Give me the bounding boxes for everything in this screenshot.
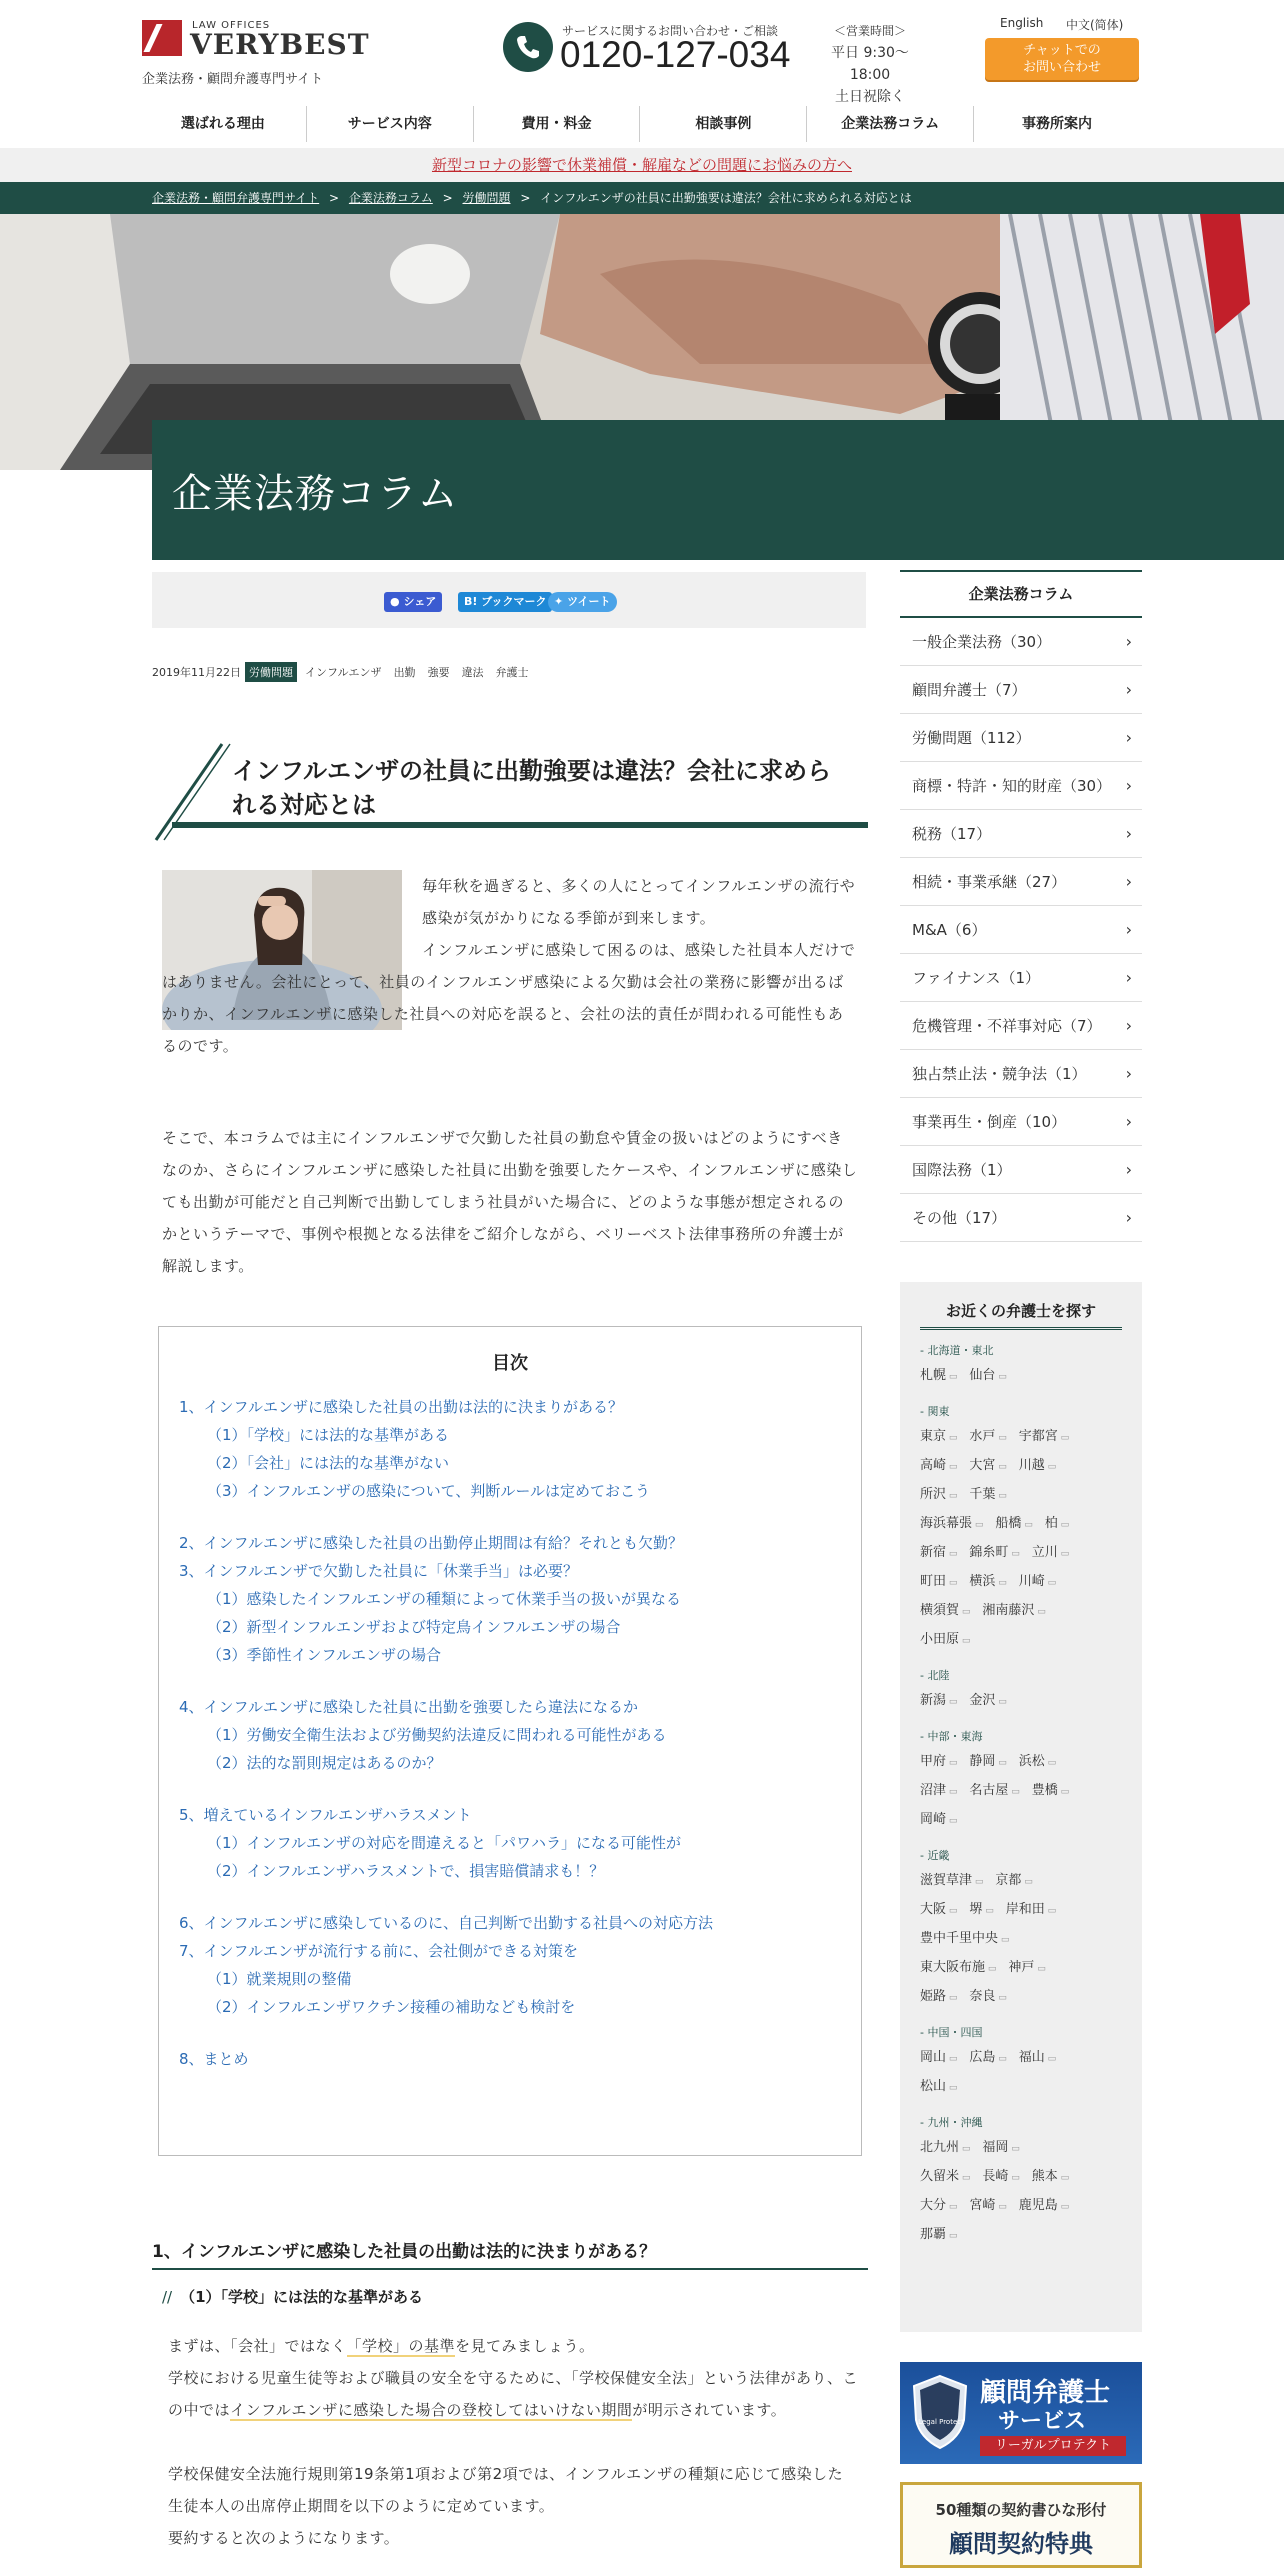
sidebar-category-item[interactable]: M&A（6） › — [900, 906, 1142, 954]
tag-link[interactable]: 労働問題 — [245, 662, 297, 682]
city-link[interactable]: 横須賀 ▭ — [920, 1603, 970, 1618]
breadcrumb-column[interactable]: 企業法務コラム — [348, 191, 433, 205]
sidebar-category-item[interactable]: 労働問題（112） › — [900, 714, 1142, 762]
toc-item[interactable]: （1）感染したインフルエンザの種類によって休業手当の扱いが異なる — [207, 1590, 681, 1608]
toc-list — [179, 1393, 841, 2073]
banner-badge: Legal Protect — [918, 2418, 964, 2426]
city-link[interactable]: 仙台 ▭ — [969, 1368, 1006, 1383]
toc-gap — [179, 2021, 841, 2045]
city-link[interactable]: 名古屋 ▭ — [969, 1783, 1019, 1798]
city-link[interactable]: 鹿児島 ▭ — [1019, 2198, 1069, 2213]
city-link[interactable]: 湘南藤沢 ▭ — [982, 1603, 1045, 1618]
region-heading: - 関東 — [920, 1405, 950, 1418]
title-underline — [172, 822, 868, 828]
chat-label-1: チャットでの — [1023, 43, 1101, 58]
city-row — [920, 1748, 1122, 1777]
city-link[interactable]: 横浜 ▭ — [969, 1574, 1006, 1589]
toc-item[interactable]: （1）インフルエンザの対応を間違えると「パワハラ」になる可能性が — [207, 1834, 681, 1852]
toc-item[interactable]: 5、増えているインフルエンザハラスメント — [179, 1806, 472, 1824]
city-link[interactable]: 千葉 ▭ — [969, 1487, 1006, 1502]
city-link[interactable]: 福岡 ▭ — [982, 2140, 1019, 2155]
chat-contact-button[interactable] — [985, 38, 1139, 80]
hours-closed: 土日祝除く — [835, 89, 905, 105]
city-link[interactable]: 船橋 ▭ — [995, 1516, 1032, 1531]
city-link[interactable]: 錦糸町 ▭ — [969, 1545, 1019, 1560]
toc-item[interactable]: 4、インフルエンザに感染した社員に出勤を強要したら違法になるか — [179, 1698, 638, 1716]
tag-link[interactable]: 出勤 — [393, 666, 416, 679]
toc-item[interactable]: （3）季節性インフルエンザの場合 — [207, 1646, 441, 1664]
toc-item[interactable]: （2）法的な罰則規定はあるのか？ — [207, 1754, 442, 1772]
text-run: が明示されています。 — [632, 2401, 787, 2419]
city-link[interactable]: 沼津 ▭ — [920, 1783, 957, 1798]
toc-item[interactable]: （1）「学校」には法的な基準がある — [207, 1426, 450, 1444]
covid-notice-link[interactable]: 新型コロナの影響で休業補償・解雇などの問題にお悩みの方へ — [431, 156, 852, 174]
city-row — [920, 1481, 1122, 1510]
region-heading: - 近畿 — [920, 1849, 950, 1862]
banner2-line-1: 50種類の契約書ひな形付 — [935, 2501, 1107, 2519]
breadcrumb-home[interactable]: 企業法務・顧問弁護専門サイト — [152, 191, 320, 205]
tag-link[interactable]: 強要 — [427, 666, 450, 679]
city-row — [920, 1510, 1122, 1539]
text-run: まずは、「会社」ではなく — [168, 2337, 347, 2355]
region-heading: - 北海道・東北 — [920, 1344, 994, 1357]
phone-number[interactable]: 0120-127-034 — [560, 34, 791, 75]
table-of-contents — [158, 1326, 862, 2156]
city-link[interactable]: 福山 ▭ — [1019, 2050, 1056, 2065]
nav-item-about[interactable]: 事務所案内 — [1022, 116, 1093, 132]
intro-text-1: 毎年秋を過ぎると、多くの人にとってインフルエンザの流行や感染が気がかりになる季節が到来します。 — [422, 877, 856, 927]
region-heading: - 中国・四国 — [920, 2026, 983, 2039]
toc-item[interactable]: （2）新型インフルエンザおよび特定鳥インフルエンザの場合 — [207, 1618, 621, 1636]
city-row — [920, 2221, 1122, 2250]
nav-item-fees[interactable]: 費用・料金 — [474, 106, 641, 142]
highlight-text: インフルエンザに感染した場合の登校してはいけない期間 — [230, 2401, 633, 2419]
section-para-1 — [168, 2330, 858, 2362]
sidebar-category-item[interactable]: 顧問弁護士（7） › — [900, 666, 1142, 714]
region-heading: - 九州・沖縄 — [920, 2116, 983, 2129]
tag-link[interactable]: 違法 — [461, 666, 484, 679]
toc-item[interactable]: （2）インフルエンザハラスメントで、損害賠償請求も！？ — [207, 1862, 605, 1880]
toc-item[interactable]: 6、インフルエンザに感染しているのに、自己判断で出勤する社員への対応方法 — [179, 1914, 713, 1932]
contract-template-banner[interactable] — [900, 2482, 1142, 2568]
toc-gap — [179, 1669, 841, 1693]
city-link[interactable]: 姫路 ▭ — [920, 1989, 957, 2004]
subsection-slash-icon: // — [162, 2288, 173, 2306]
toc-item[interactable]: 3、インフルエンザで欠勤した社員に「休業手当」は必要？ — [179, 1562, 578, 1580]
text-run: を見てみましょう。 — [455, 2337, 595, 2355]
city-row — [920, 1925, 1122, 1954]
nav-item-column[interactable]: 企業法務コラム — [807, 106, 974, 142]
logo-mark-icon — [142, 20, 182, 56]
breadcrumb — [0, 182, 1284, 214]
intro-text-2 — [162, 941, 855, 1055]
breadcrumb-category[interactable]: 労働問題 — [462, 191, 511, 205]
breadcrumb-current: インフルエンザの社員に出勤強要は違法？会社に求められる対応とは — [540, 191, 912, 205]
city-row — [920, 1777, 1122, 1806]
city-row — [920, 1362, 1122, 1391]
city-link[interactable]: 所沢 ▭ — [920, 1487, 957, 1502]
share-bar — [152, 572, 866, 628]
city-row — [920, 1896, 1122, 1925]
city-link[interactable]: 町田 ▭ — [920, 1574, 957, 1589]
city-link[interactable]: 甲府 ▭ — [920, 1754, 957, 1769]
toc-item[interactable]: 2、インフルエンザに感染した社員の出勤停止期間は有給？それとも欠勤？ — [179, 1534, 683, 1552]
sidebar-category-item[interactable]: 危機管理・不祥事対応（7） › — [900, 1002, 1142, 1050]
article-meta — [152, 662, 533, 682]
toc-title: 目次 — [492, 1353, 528, 1374]
city-row — [920, 2163, 1122, 2192]
toc-gap — [179, 1505, 841, 1529]
toc-item[interactable]: （2）インフルエンザワクチン接種の補助なども検討を — [207, 1998, 576, 2016]
city-link[interactable]: 北九州 ▭ — [920, 2140, 970, 2155]
highlight-text: 「学校」の基準 — [346, 2337, 456, 2355]
city-link[interactable]: 那覇 ▭ — [920, 2227, 957, 2242]
city-link[interactable]: 大分 ▭ — [920, 2198, 957, 2213]
city-row — [920, 2073, 1122, 2102]
logo-subtitle: 企業法務・顧問弁護専門サイト — [142, 72, 324, 87]
toc-item[interactable]: （1）就業規則の整備 — [207, 1970, 352, 1988]
advisor-service-banner[interactable] — [900, 2362, 1142, 2464]
city-row — [920, 1626, 1122, 1655]
phone-icon — [503, 22, 553, 72]
nearby-lawyers — [900, 1282, 1142, 2332]
city-link[interactable]: 奈良 ▭ — [969, 1989, 1006, 2004]
city-row — [920, 1568, 1122, 1597]
banner-line-1: 顧問弁護士 — [980, 2378, 1111, 2408]
city-link[interactable]: 高崎 ▭ — [920, 1458, 957, 1473]
city-link[interactable]: 岡崎 ▭ — [920, 1812, 957, 1827]
city-row — [920, 1423, 1122, 1452]
nearby-heading: お近くの弁護士を探す — [920, 1300, 1122, 1330]
city-link[interactable]: 水戸 ▭ — [969, 1429, 1006, 1444]
city-row — [920, 1539, 1122, 1568]
city-link[interactable]: 宮崎 ▭ — [969, 2198, 1006, 2213]
city-row — [920, 1983, 1122, 2012]
city-link[interactable]: 新潟 ▭ — [920, 1693, 957, 1708]
twitter-share-button[interactable] — [548, 592, 617, 612]
sidebar-category-item[interactable]: その他（17） › — [900, 1194, 1142, 1242]
city-link[interactable]: 岸和田 ▭ — [1006, 1902, 1056, 1917]
city-row — [920, 1806, 1122, 1835]
toc-item[interactable]: （3）インフルエンザの感染について、判断ルールは定めておこう — [207, 1482, 651, 1500]
city-link[interactable]: 小田原 ▭ — [920, 1632, 970, 1647]
city-link[interactable]: 新宿 ▭ — [920, 1545, 957, 1560]
city-link[interactable]: 長崎 ▭ — [982, 2169, 1019, 2184]
city-link[interactable]: 大宮 ▭ — [969, 1458, 1006, 1473]
city-link[interactable]: 滋賀草津 ▭ — [920, 1873, 983, 1888]
business-hours — [820, 20, 920, 108]
article-title: インフルエンザの社員に出勤強要は違法？会社に求められる対応とは — [232, 757, 832, 819]
city-link[interactable]: 豊橋 ▭ — [1032, 1783, 1069, 1798]
section-heading: 1、インフルエンザに感染した社員の出勤は法的に決まりがある？ — [152, 2237, 868, 2270]
twitter-icon: ✦ — [554, 595, 564, 608]
main-nav — [140, 106, 1140, 142]
city-link[interactable]: 大阪 ▭ — [920, 1902, 957, 1917]
sidebar-category-item[interactable]: 国際法務（1） › — [900, 1146, 1142, 1194]
breadcrumb-sep: > — [329, 191, 340, 205]
region-heading: - 北陸 — [920, 1669, 950, 1682]
city-link[interactable]: 立川 ▭ — [1032, 1545, 1069, 1560]
article-title-block — [152, 740, 868, 842]
city-link[interactable]: 川崎 ▭ — [1019, 1574, 1056, 1589]
toc-item[interactable]: （2）「会社」には法的な基準がない — [207, 1454, 450, 1472]
city-link[interactable]: 岡山 ▭ — [920, 2050, 957, 2065]
sidebar-category-item[interactable]: 相続・事業承継（27） › — [900, 858, 1142, 906]
toc-gap — [179, 1777, 841, 1801]
header — [0, 0, 1284, 105]
chat-label-2: お問い合わせ — [1022, 60, 1101, 75]
toc-item[interactable]: 8、まとめ — [179, 2050, 249, 2068]
intro-paragraph — [162, 870, 858, 1062]
sidebar-heading: 企業法務コラム — [900, 570, 1142, 618]
banner-line-2: サービス — [998, 2408, 1087, 2434]
city-row — [920, 1597, 1122, 1626]
city-link[interactable]: 京都 ▭ — [995, 1873, 1032, 1888]
facebook-icon: ● — [390, 595, 400, 608]
nav-item-cases[interactable]: 相談事例 — [640, 106, 807, 142]
city-row — [920, 2192, 1122, 2221]
banner2-line-2: 顧問契約特典 — [949, 2529, 1093, 2558]
hatena-bookmark-button[interactable]: B! ブックマーク — [458, 592, 552, 612]
logo-small-text: LAW OFFICES — [192, 20, 271, 31]
banner-line-3: リーガルプロテクト — [980, 2436, 1126, 2456]
lang-chinese-link[interactable]: 中文(简体) — [1066, 18, 1124, 32]
site-logo[interactable] — [140, 18, 370, 88]
lang-english-link[interactable]: English — [1000, 16, 1044, 30]
page-title: 企業法務コラム — [152, 420, 1284, 560]
city-link[interactable]: 宇都宮 ▭ — [1019, 1429, 1069, 1444]
section-para-2 — [168, 2362, 858, 2426]
tag-link[interactable]: インフルエンザ — [305, 666, 382, 679]
sidebar-category-item[interactable]: 事業再生・倒産（10） › — [900, 1098, 1142, 1146]
city-row — [920, 1867, 1122, 1896]
city-row — [920, 2134, 1122, 2163]
city-link[interactable]: 東京 ▭ — [920, 1429, 957, 1444]
subsection-heading — [162, 2286, 423, 2307]
city-link[interactable]: 静岡 ▭ — [969, 1754, 1006, 1769]
nav-item-reasons[interactable]: 選ばれる理由 — [140, 106, 307, 142]
section-body — [168, 2330, 858, 2554]
breadcrumb-sep: > — [520, 191, 531, 205]
section-para-3: 学校保健安全法施行規則第19条第1項および第2項では、インフルエンザの種類に応じて感染した生徒本人の出席停止期間を以下のように定めています。 — [168, 2465, 844, 2515]
city-link[interactable]: 熊本 ▭ — [1032, 2169, 1069, 2184]
city-link[interactable]: 札幌 ▭ — [920, 1368, 957, 1383]
city-link[interactable]: 神戸 ▭ — [1008, 1960, 1045, 1975]
phone-label: サービスに関するお問い合わせ・ご相談 — [562, 24, 779, 38]
section-para-4: 要約すると次のようになります。 — [168, 2529, 400, 2547]
logo-main-text: VERYBEST — [190, 28, 370, 61]
city-link[interactable]: 柏 ▭ — [1045, 1516, 1069, 1531]
sidebar-category-item[interactable]: 税務（17） › — [900, 810, 1142, 858]
city-link[interactable]: 久留米 ▭ — [920, 2169, 970, 2184]
city-link[interactable]: 広島 ▭ — [969, 2050, 1006, 2065]
shield-icon — [910, 2374, 970, 2450]
twitter-share-label: ツイート — [567, 595, 611, 608]
city-link[interactable]: 海浜幕張 ▭ — [920, 1516, 983, 1531]
post-date: 2019年11月22日 — [152, 666, 241, 679]
hours-title: ＜営業時間＞ — [833, 24, 906, 38]
city-link[interactable]: 堺 ▭ — [969, 1902, 993, 1917]
covid-notice-bar — [0, 148, 1284, 182]
facebook-share-label: シェア — [403, 595, 437, 608]
region-heading: - 中部・東海 — [920, 1730, 983, 1743]
subsection-heading-text: （1）「学校」には法的な基準がある — [180, 2288, 424, 2306]
city-link[interactable]: 金沢 ▭ — [969, 1693, 1006, 1708]
sidebar-category-item[interactable]: 商標・特許・知的財産（30） › — [900, 762, 1142, 810]
toc-item[interactable]: 1、インフルエンザに感染した社員の出勤は法的に決まりがある？ — [179, 1398, 623, 1416]
city-link[interactable]: 東大阪布施 ▭ — [920, 1960, 996, 1975]
sidebar-categories — [900, 570, 1142, 1242]
text-run: 学校における児童生徒等および職員の安全を守るために、「学校保健安全法」という法律があり、この中では — [168, 2369, 859, 2419]
city-row — [920, 1452, 1122, 1481]
city-row — [920, 1954, 1122, 1983]
facebook-share-button[interactable] — [384, 592, 442, 612]
sidebar-category-item[interactable]: ファイナンス（1） › — [900, 954, 1142, 1002]
breadcrumb-sep: > — [442, 191, 453, 205]
sidebar-category-item[interactable]: 一般企業法務（30） › — [900, 618, 1142, 666]
city-link[interactable]: 豊中千里中央 ▭ — [920, 1931, 1009, 1946]
intro-text-2-body: インフルエンザに感染して困るのは、感染した社員本人だけではありません。会社にとって、社員のインフルエンザ感染による欠勤は会社の業務に影響が出るばかりか、インフルエンザに感染した社員への対応を誤ると、会社の法的責任が問われる可能性もあるのです。 — [162, 941, 856, 1055]
city-row — [920, 1687, 1122, 1716]
city-link[interactable]: 川越 ▭ — [1019, 1458, 1056, 1473]
toc-item[interactable]: （1）労働安全衛生法および労働契約法違反に問われる可能性がある — [207, 1726, 667, 1744]
intro-paragraph-2: そこで、本コラムでは主にインフルエンザで欠勤した社員の勤怠や賃金の扱いはどのようにすべきなのか、さらにインフルエンザに感染した社員に出勤を強要したケースや、インフルエンザに感染しても出勤が可能だと自己判断で出勤してしまう社員がいた場合に、どのような事態が想定されるのかというテーマで、事例や根拠となる法律をご紹介しながら、ベリーベスト法律事務所の弁護士が解説します。 — [162, 1129, 858, 1275]
nav-item-services[interactable]: サービス内容 — [307, 106, 474, 142]
city-link[interactable]: 松山 ▭ — [920, 2079, 957, 2094]
toc-gap — [179, 1885, 841, 1909]
city-row — [920, 2044, 1122, 2073]
sidebar-category-item[interactable]: 独占禁止法・競争法（1） › — [900, 1050, 1142, 1098]
tag-link[interactable]: 弁護士 — [495, 666, 529, 679]
hours-weekday: 平日 9:30～18:00 — [831, 45, 909, 83]
toc-item[interactable]: 7、インフルエンザが流行する前に、会社側ができる対策を — [179, 1942, 578, 1960]
city-link[interactable]: 浜松 ▭ — [1019, 1754, 1056, 1769]
